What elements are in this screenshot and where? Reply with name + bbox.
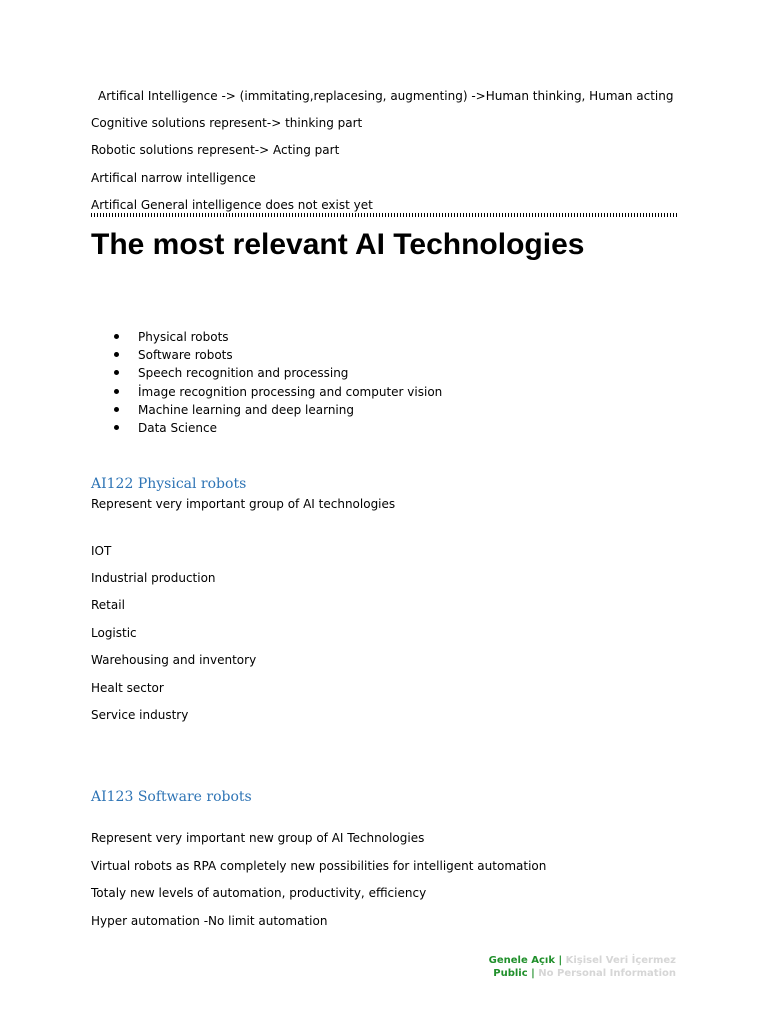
classification-label: Genele Açık <box>488 955 555 966</box>
classification-note: Kişisel Veri İçermez <box>565 955 676 966</box>
physical-robots-item: Healt sector <box>91 681 164 695</box>
software-robots-line: Represent very important new group of AI Technologies <box>91 831 425 845</box>
physical-robots-item: Logistic <box>91 626 137 640</box>
physical-robots-item: Retail <box>91 598 125 612</box>
software-robots-line: Hyper automation -No limit automation <box>91 914 328 928</box>
page-title: The most relevant AI Technologies <box>91 228 585 261</box>
list-item-label: Software robots <box>138 348 233 363</box>
intro-line-2: Cognitive solutions represent-> thinking part <box>91 116 363 130</box>
intro-line-5: Artifical General intelligence does not exist yet <box>91 198 373 212</box>
bullet-icon <box>114 425 119 430</box>
software-robots-line: Totaly new levels of automation, productivity, efficiency <box>91 886 427 900</box>
software-robots-heading: AI123 Software robots <box>91 789 252 805</box>
classification-footer <box>489 954 676 980</box>
bullet-icon <box>114 407 119 412</box>
classification-note: No Personal Information <box>538 968 676 979</box>
intro-line-4: Artifical narrow intelligence <box>91 171 256 185</box>
classification-separator: | <box>558 955 563 966</box>
classification-separator: | <box>531 968 535 979</box>
classification-line-english <box>489 967 676 980</box>
dotted-divider <box>91 213 677 217</box>
bullet-icon <box>114 389 119 394</box>
physical-robots-item: IOT <box>91 544 112 558</box>
list-item-label: Machine learning and deep learning <box>138 402 354 417</box>
classification-label: Public <box>493 968 528 979</box>
list-item-label: Physical robots <box>138 330 229 344</box>
classification-line-turkish <box>489 954 676 967</box>
software-robots-line: Virtual robots as RPA completely new possibilities for intelligent automation <box>91 859 547 873</box>
bullet-icon <box>114 352 119 357</box>
list-item-label: Speech recognition and processing <box>138 366 349 381</box>
physical-robots-description: Represent very important group of AI technologies <box>91 497 396 511</box>
bullet-icon <box>114 334 119 339</box>
physical-robots-item: Service industry <box>91 708 189 722</box>
physical-robots-heading: AI122 Physical robots <box>91 476 247 492</box>
intro-line-3: Robotic solutions represent-> Acting part <box>91 143 340 157</box>
list-item-label: İmage recognition processing and computer vision <box>138 384 443 399</box>
bullet-icon <box>114 370 119 375</box>
physical-robots-item: Industrial production <box>91 571 216 585</box>
physical-robots-item: Warehousing and inventory <box>91 653 257 667</box>
intro-line-1: Artifical Intelligence -> (immitating,replacesing, augmenting) ->Human thinking, Human acting <box>98 89 674 103</box>
list-item-label: Data Science <box>138 420 217 435</box>
